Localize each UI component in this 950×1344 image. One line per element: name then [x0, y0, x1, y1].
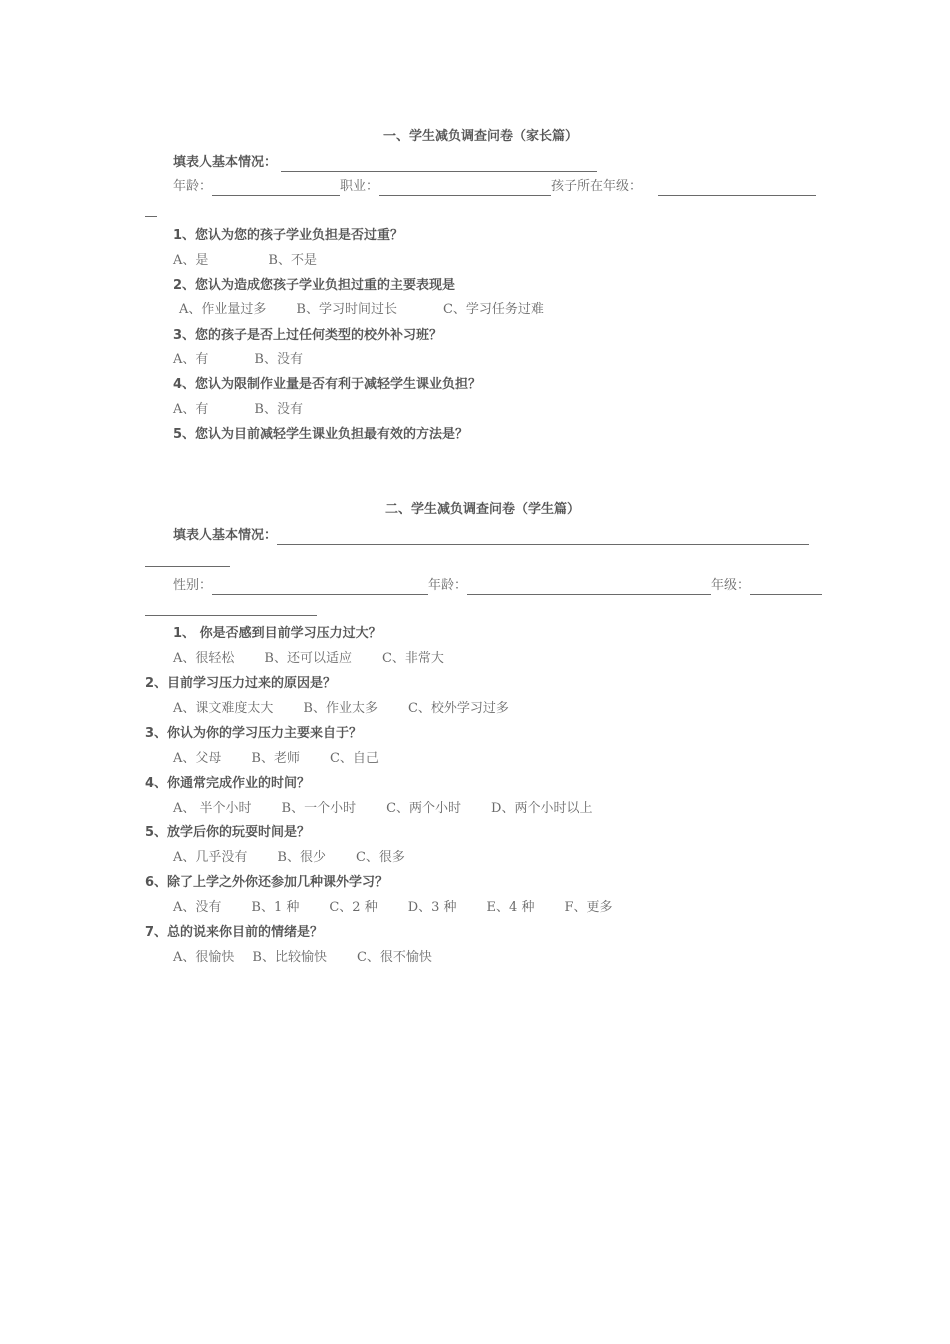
section2-filler-field-continued	[145, 566, 230, 567]
s2-options-4	[173, 800, 622, 818]
s2-options-1	[173, 650, 474, 668]
option[interactable]: A、是	[173, 253, 209, 268]
section2-filler-row	[173, 526, 809, 545]
option[interactable]: B、不是	[268, 253, 317, 268]
option[interactable]: C、学习任务过难	[442, 302, 544, 317]
s2-question-1: 1、 你是否感到目前学习压力过大？	[173, 626, 382, 641]
section1-info-row	[173, 177, 816, 196]
s1-question-3: 3、您的孩子是否上过任何类型的校外补习班？	[173, 328, 443, 343]
option[interactable]: B、1 种	[251, 900, 300, 915]
s2-options-6	[173, 899, 642, 917]
section2-grade-field[interactable]	[750, 580, 822, 595]
option[interactable]: D、两个小时以上	[491, 801, 593, 816]
section1-job-label: 职业：	[340, 179, 380, 194]
option[interactable]: C、非常大	[381, 651, 444, 666]
s2-question-3: 3、你认为你的学习压力主要来自于？	[145, 726, 363, 741]
s2-question-5: 5、放学后你的玩耍时间是？	[145, 825, 311, 840]
s2-question-6: 6、除了上学之外你还参加几种课外学习？	[145, 875, 389, 890]
option[interactable]: A、很轻松	[173, 651, 235, 666]
section1-job-field[interactable]	[379, 181, 551, 196]
option[interactable]: C、校外学习过多	[407, 701, 509, 716]
section1-grade-field[interactable]	[658, 181, 816, 196]
s1-question-2: 2、您认为造成您孩子学业负担过重的主要表现是	[173, 278, 456, 293]
s2-options-2	[173, 700, 539, 718]
option[interactable]: C、2 种	[329, 900, 378, 915]
option[interactable]: E、4 种	[486, 900, 535, 915]
section2-filler-field[interactable]	[277, 530, 809, 545]
option[interactable]: A、父母	[173, 751, 222, 766]
section1-age-label: 年龄：	[173, 179, 213, 194]
option[interactable]: B、没有	[254, 352, 303, 367]
section1-title: 一、学生减负调查问卷（家长篇）	[383, 129, 579, 144]
option[interactable]: B、学习时间过长	[296, 302, 397, 317]
option[interactable]: B、作业太多	[303, 701, 378, 716]
section2-gender-label: 性别：	[173, 578, 213, 593]
s1-options-3	[173, 351, 333, 369]
s2-question-4: 4、你通常完成作业的时间？	[145, 776, 311, 791]
section2-gender-field[interactable]	[212, 580, 428, 595]
s1-options-1	[173, 252, 347, 270]
option[interactable]: A、有	[173, 402, 209, 417]
s1-options-2	[179, 301, 574, 319]
s2-options-7	[173, 949, 462, 967]
section2-grade-label: 年级：	[711, 578, 751, 593]
option[interactable]: A、有	[173, 352, 209, 367]
s2-options-3	[173, 750, 409, 768]
s1-question-1: 1、您认为您的孩子学业负担是否过重？	[173, 228, 404, 243]
option[interactable]: B、老师	[251, 751, 300, 766]
option[interactable]: C、自己	[329, 751, 379, 766]
section1-filler-row	[173, 153, 597, 172]
section2-age-label: 年龄：	[428, 578, 468, 593]
section1-grade-field-continued	[145, 216, 157, 217]
option[interactable]: C、两个小时	[386, 801, 462, 816]
section2-info-row	[173, 576, 822, 595]
section1-filler-label: 填表人基本情况：	[173, 155, 278, 170]
section2-age-field[interactable]	[467, 580, 711, 595]
section2-title: 二、学生减负调查问卷（学生篇）	[385, 502, 581, 517]
option[interactable]: C、很不愉快	[356, 950, 432, 965]
s2-options-5	[173, 849, 435, 867]
option[interactable]: A、 半个小时	[173, 801, 252, 816]
option[interactable]: B、没有	[254, 402, 303, 417]
option[interactable]: A、很愉快	[173, 950, 235, 965]
section1-age-field[interactable]	[212, 181, 340, 196]
section2-grade-field-continued	[145, 615, 317, 616]
option[interactable]: B、还可以适应	[264, 651, 352, 666]
s2-question-2: 2、目前学习压力过来的原因是？	[145, 676, 337, 691]
s1-question-5: 5、您认为目前减轻学生课业负担最有效的方法是？	[173, 427, 469, 442]
section2-filler-label: 填表人基本情况：	[173, 528, 278, 543]
option[interactable]: D、3 种	[407, 900, 457, 915]
option[interactable]: B、比较愉快	[252, 950, 327, 965]
s2-question-7: 7、总的说来你目前的情绪是？	[145, 925, 324, 940]
option[interactable]: A、作业量过多	[179, 302, 267, 317]
section1-filler-field[interactable]	[281, 157, 597, 172]
option[interactable]: F、更多	[564, 900, 613, 915]
option[interactable]: B、很少	[277, 850, 326, 865]
option[interactable]: A、没有	[173, 900, 222, 915]
s1-question-4: 4、您认为限制作业量是否有利于减轻学生课业负担？	[173, 377, 482, 392]
section1-grade-label: 孩子所在年级：	[551, 179, 643, 194]
option[interactable]: A、课文难度太大	[173, 701, 274, 716]
option[interactable]: C、很多	[355, 850, 405, 865]
option[interactable]: B、一个小时	[281, 801, 357, 816]
s1-options-4	[173, 401, 333, 419]
option[interactable]: A、几乎没有	[173, 850, 248, 865]
